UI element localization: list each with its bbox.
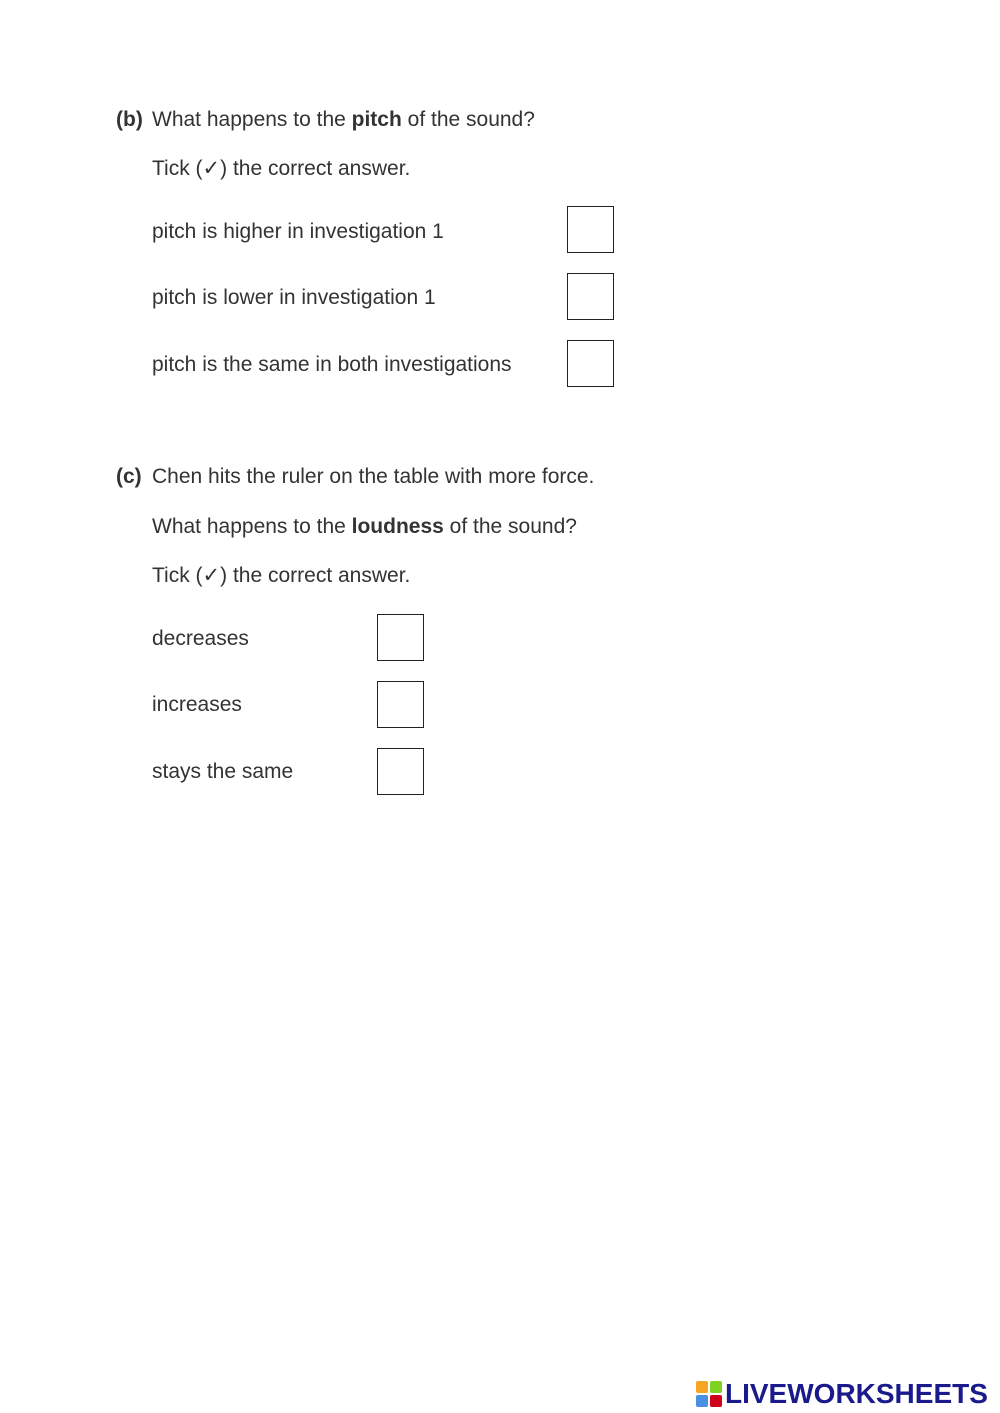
question-b-label: (b): [116, 108, 143, 131]
question-c-prompt: [152, 515, 577, 539]
question-c-option-2-label: increases: [152, 693, 242, 716]
liveworksheets-logo-icon: [696, 1381, 722, 1407]
logo-square-4: [710, 1395, 722, 1407]
liveworksheets-brand-text: LIVEWORKSHEETS: [725, 1378, 988, 1409]
question-c-instruction: Tick (✓) the correct answer.: [152, 564, 411, 587]
question-b-option-2-checkbox[interactable]: [567, 273, 614, 320]
question-c-prompt-after: of the sound?: [443, 515, 577, 538]
question-c-prompt-bold: loudness: [351, 515, 444, 538]
question-b-option-1-checkbox[interactable]: [567, 206, 614, 253]
liveworksheets-logo: [696, 1378, 988, 1410]
question-c-option-3-checkbox[interactable]: [377, 748, 424, 795]
question-b-option-3-label: pitch is the same in both investigations: [152, 353, 512, 376]
logo-square-3: [696, 1395, 708, 1407]
question-c-prompt-before: What happens to the: [152, 515, 352, 538]
question-b-prompt-before: What happens to the: [152, 108, 352, 131]
question-c-option-3-label: stays the same: [152, 760, 294, 783]
question-c-label: (c): [116, 465, 142, 488]
question-c-option-1-checkbox[interactable]: [377, 614, 424, 661]
logo-square-1: [696, 1381, 708, 1393]
question-c-option-2-checkbox[interactable]: [377, 681, 424, 728]
logo-square-2: [710, 1381, 722, 1393]
question-b-prompt: [152, 108, 535, 132]
question-b-option-1-label: pitch is higher in investigation 1: [152, 220, 444, 243]
question-b-prompt-after: of the sound?: [401, 108, 535, 131]
question-c-option-1-label: decreases: [152, 627, 249, 650]
question-c-statement: Chen hits the ruler on the table with more force.: [152, 465, 595, 488]
question-b-option-3-checkbox[interactable]: [567, 340, 614, 387]
question-b-prompt-bold: pitch: [351, 108, 402, 131]
question-b-option-2-label: pitch is lower in investigation 1: [152, 286, 436, 309]
question-b-instruction: Tick (✓) the correct answer.: [152, 157, 411, 180]
